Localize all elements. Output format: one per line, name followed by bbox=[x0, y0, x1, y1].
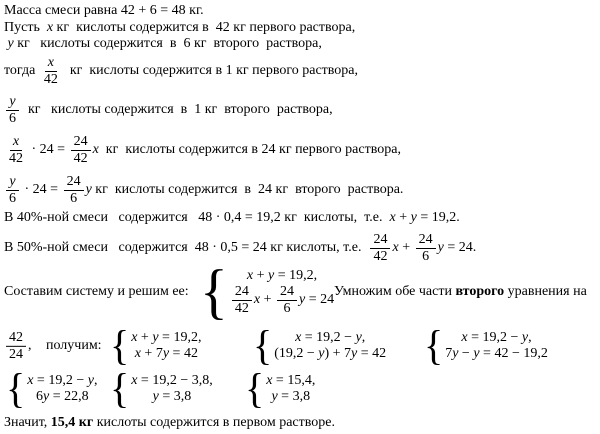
system-rows bbox=[131, 330, 201, 362]
text-run: кг кислоты содержится в 1 кг второго раствора, bbox=[21, 102, 333, 117]
line-content bbox=[4, 36, 322, 52]
math-variable: x bbox=[131, 373, 138, 388]
line-content bbox=[4, 94, 333, 126]
text-run: + bbox=[398, 240, 414, 255]
text-run: = 19,2. bbox=[416, 209, 460, 225]
fraction bbox=[64, 174, 84, 206]
system-brace-icon: { bbox=[110, 321, 130, 370]
system-rows bbox=[274, 330, 386, 362]
math-variable: y bbox=[437, 240, 444, 255]
equation-system bbox=[110, 364, 213, 413]
line-let-y bbox=[0, 36, 600, 52]
text-run: = 19,2 − bbox=[467, 330, 522, 345]
text-run: = 42 bbox=[169, 346, 198, 361]
line-content bbox=[4, 134, 401, 166]
math-variable: x bbox=[461, 330, 468, 345]
text-run: кг кислоты содержится в 1 кг первого раствора, bbox=[62, 63, 359, 78]
text-run: Составим систему и решим ее: bbox=[4, 284, 189, 299]
math-variable: y bbox=[162, 346, 170, 361]
system-row bbox=[153, 389, 192, 405]
line-per-kg-second bbox=[0, 91, 600, 129]
fraction-numerator: 24 bbox=[232, 284, 252, 301]
fraction bbox=[277, 284, 297, 316]
math-variable: y bbox=[473, 346, 480, 361]
math-variable: x bbox=[246, 267, 254, 283]
math-variable: y bbox=[410, 209, 417, 225]
text-run: , bbox=[28, 338, 32, 353]
text-run: − bbox=[458, 346, 474, 361]
line-24kg-first bbox=[0, 130, 600, 170]
math-variable: x bbox=[295, 330, 302, 345]
line-solve-steps bbox=[0, 366, 600, 412]
text-run: + bbox=[253, 267, 268, 283]
text-run: Значит, bbox=[4, 414, 51, 430]
text-run: кг кислоты содержится в 24 кг первого раствора, bbox=[98, 142, 401, 157]
line-transform-step bbox=[0, 320, 600, 372]
fraction-denominator: 6 bbox=[9, 110, 16, 126]
line-let-x bbox=[0, 20, 600, 36]
text-run: + bbox=[395, 209, 411, 225]
text-run: = 19,2 − 3,8, bbox=[137, 373, 213, 388]
math-variable: x bbox=[253, 292, 261, 307]
line-content bbox=[4, 415, 335, 431]
equation-system bbox=[424, 321, 548, 370]
text-run: кг кислоты содержится в 24 кг второго раствора. bbox=[91, 182, 404, 197]
text-run: = 19,2, bbox=[274, 267, 318, 283]
fraction bbox=[6, 134, 26, 166]
text-run: уравнения на bbox=[504, 284, 587, 299]
fraction-denominator: 6 bbox=[70, 190, 78, 206]
system-brace-icon: { bbox=[200, 257, 228, 326]
system-setup-text bbox=[4, 284, 189, 300]
system-row bbox=[247, 268, 317, 284]
multiply-instruction bbox=[334, 284, 587, 300]
system-row bbox=[295, 330, 365, 346]
math-variable: y bbox=[267, 267, 275, 283]
fraction-numerator: 42 bbox=[6, 330, 26, 347]
text-run: , bbox=[528, 330, 532, 345]
system-row bbox=[230, 284, 334, 316]
math-variable: y bbox=[298, 292, 306, 307]
line-content bbox=[4, 232, 476, 264]
text-run: + bbox=[137, 330, 153, 345]
math-variable: x bbox=[389, 209, 396, 225]
text-run: = 3,8 bbox=[158, 389, 192, 404]
fraction bbox=[71, 134, 91, 166]
line-mass-total bbox=[0, 3, 600, 19]
text-run: = 24 bbox=[305, 292, 335, 307]
system-step-1 bbox=[110, 321, 202, 370]
system-rows bbox=[27, 373, 97, 405]
equation-system bbox=[253, 321, 387, 370]
math-variable: y bbox=[87, 373, 94, 388]
text-run: В 40%-ной смеси содержится 48 · 0,4 = 19,2 кг кислоты, т.е. bbox=[4, 209, 390, 225]
text-run: Пусть bbox=[4, 20, 47, 35]
system-row bbox=[131, 373, 213, 389]
line-content bbox=[4, 55, 358, 87]
system-brace-icon: { bbox=[253, 321, 273, 370]
math-variable: y bbox=[318, 346, 325, 361]
text-run: 6 bbox=[36, 389, 43, 404]
text-run: (19,2 − bbox=[274, 346, 319, 361]
multiplier-fraction bbox=[4, 330, 32, 362]
fraction-numerator: 24 bbox=[71, 134, 91, 151]
line-content bbox=[4, 210, 460, 226]
system-initial bbox=[200, 257, 335, 326]
system-rows bbox=[230, 268, 334, 316]
line-system-setup bbox=[0, 257, 600, 326]
bold-text: второго bbox=[455, 284, 505, 299]
text-run: = 42 − 19,2 bbox=[479, 346, 548, 361]
text-run: кислоты содержится в первом растворе. bbox=[93, 414, 335, 430]
system-row bbox=[131, 330, 201, 346]
text-run: + 7 bbox=[140, 346, 163, 361]
text-run: тогда bbox=[4, 63, 39, 78]
fraction-numerator: 24 bbox=[277, 284, 297, 301]
fraction bbox=[6, 174, 19, 206]
text-run: = 24. bbox=[443, 240, 477, 255]
math-variable: x bbox=[266, 373, 273, 388]
fraction-numerator: x bbox=[45, 55, 57, 72]
math-variable: x bbox=[92, 142, 99, 157]
fraction-numerator: 24 bbox=[416, 232, 436, 249]
text-run: , bbox=[93, 373, 98, 388]
text-run: = 15,4, bbox=[272, 373, 316, 388]
math-variable: y bbox=[521, 330, 529, 345]
fraction bbox=[416, 232, 436, 264]
system-row bbox=[445, 346, 548, 362]
system-rows bbox=[131, 373, 213, 405]
math-variable: y bbox=[355, 330, 362, 345]
text-run: = 19,2 − bbox=[33, 373, 88, 388]
line-24kg-second bbox=[0, 170, 600, 210]
text-run: , bbox=[361, 330, 366, 345]
equation-system bbox=[200, 257, 335, 326]
line-per-kg-first bbox=[0, 52, 600, 90]
text-run: + bbox=[260, 292, 275, 307]
math-variable: x bbox=[46, 20, 54, 35]
system-row bbox=[36, 389, 89, 405]
system-step-6 bbox=[245, 364, 316, 413]
system-brace-icon: { bbox=[110, 364, 130, 413]
equation-system bbox=[110, 321, 202, 370]
line-content bbox=[4, 174, 403, 206]
system-rows bbox=[266, 373, 315, 405]
fraction-denominator: 6 bbox=[422, 248, 430, 264]
system-brace-icon: { bbox=[245, 364, 265, 413]
system-row bbox=[27, 373, 97, 389]
line-40-percent bbox=[0, 209, 600, 226]
fraction-numerator: y bbox=[6, 174, 18, 191]
system-row bbox=[461, 330, 531, 346]
system-row bbox=[274, 346, 386, 362]
fraction-denominator: 42 bbox=[373, 248, 388, 264]
fraction-numerator: x bbox=[10, 134, 22, 151]
system-row bbox=[135, 346, 198, 362]
fraction-numerator: y bbox=[6, 94, 18, 111]
math-variable: y bbox=[7, 36, 14, 51]
text-run: = 3,8 bbox=[277, 389, 311, 404]
fraction-numerator: 24 bbox=[370, 232, 390, 249]
text-run: = 22,8 bbox=[49, 389, 89, 404]
fraction bbox=[41, 55, 61, 87]
math-variable: y bbox=[152, 330, 159, 345]
fraction-denominator: 24 bbox=[9, 346, 23, 362]
system-brace-icon: { bbox=[6, 364, 26, 413]
text-run: · 24 = bbox=[28, 142, 69, 157]
text-run: Масса смеси равна 42 + 6 = 48 кг. bbox=[4, 3, 204, 18]
fraction-denominator: 6 bbox=[283, 300, 291, 316]
text-run: кг кислоты содержится в 6 кг второго раствора, bbox=[13, 36, 322, 51]
text-run: Умножим обе части bbox=[334, 284, 456, 299]
fraction-denominator: 42 bbox=[73, 150, 88, 166]
bold-text: 15,4 кг bbox=[50, 414, 94, 430]
fraction-denominator: 42 bbox=[43, 71, 58, 87]
math-variable: y bbox=[351, 346, 358, 361]
math-variable: x bbox=[392, 240, 399, 255]
fraction-denominator: 6 bbox=[9, 190, 16, 206]
math-variable: y bbox=[152, 389, 159, 404]
text-run: ) + 7 bbox=[324, 346, 352, 361]
fraction bbox=[232, 284, 252, 316]
system-step-3 bbox=[424, 321, 548, 370]
fraction-denominator: 42 bbox=[9, 150, 23, 166]
fraction bbox=[6, 94, 19, 126]
math-variable: x bbox=[131, 330, 138, 345]
system-step-2 bbox=[253, 321, 387, 370]
system-brace-icon: { bbox=[424, 321, 444, 370]
system-row bbox=[271, 389, 310, 405]
fraction bbox=[370, 232, 390, 264]
fraction-denominator: 42 bbox=[234, 300, 249, 316]
math-variable: x bbox=[27, 373, 34, 388]
text-run: · 24 = bbox=[21, 182, 62, 197]
text-run: 7 bbox=[445, 346, 453, 361]
line-content bbox=[4, 20, 355, 36]
math-variable: y bbox=[271, 389, 278, 404]
text-run: В 50%-ной смеси содержится 48 · 0,5 = 24 кг кислоты, т.е. bbox=[4, 240, 369, 255]
system-row bbox=[266, 373, 315, 389]
text-run: кг кислоты содержится в 42 кг первого раствора, bbox=[53, 20, 356, 35]
equation-system bbox=[245, 364, 316, 413]
line-conclusion bbox=[0, 414, 600, 431]
fraction bbox=[6, 330, 26, 362]
math-variable: y bbox=[43, 389, 50, 404]
math-variable: y bbox=[452, 346, 459, 361]
system-step-4 bbox=[6, 364, 98, 413]
line-content bbox=[4, 3, 204, 19]
result-label bbox=[46, 338, 102, 354]
math-variable: y bbox=[85, 182, 92, 197]
text-run: = 42 bbox=[357, 346, 387, 361]
equation-system bbox=[6, 364, 98, 413]
text-run: = 19,2, bbox=[158, 330, 202, 345]
fraction-numerator: 24 bbox=[64, 174, 84, 191]
text-run: получим: bbox=[46, 338, 102, 353]
system-step-5 bbox=[110, 364, 213, 413]
system-rows bbox=[445, 330, 548, 362]
math-variable: x bbox=[134, 346, 141, 361]
text-run: = 19,2 − bbox=[301, 330, 356, 345]
